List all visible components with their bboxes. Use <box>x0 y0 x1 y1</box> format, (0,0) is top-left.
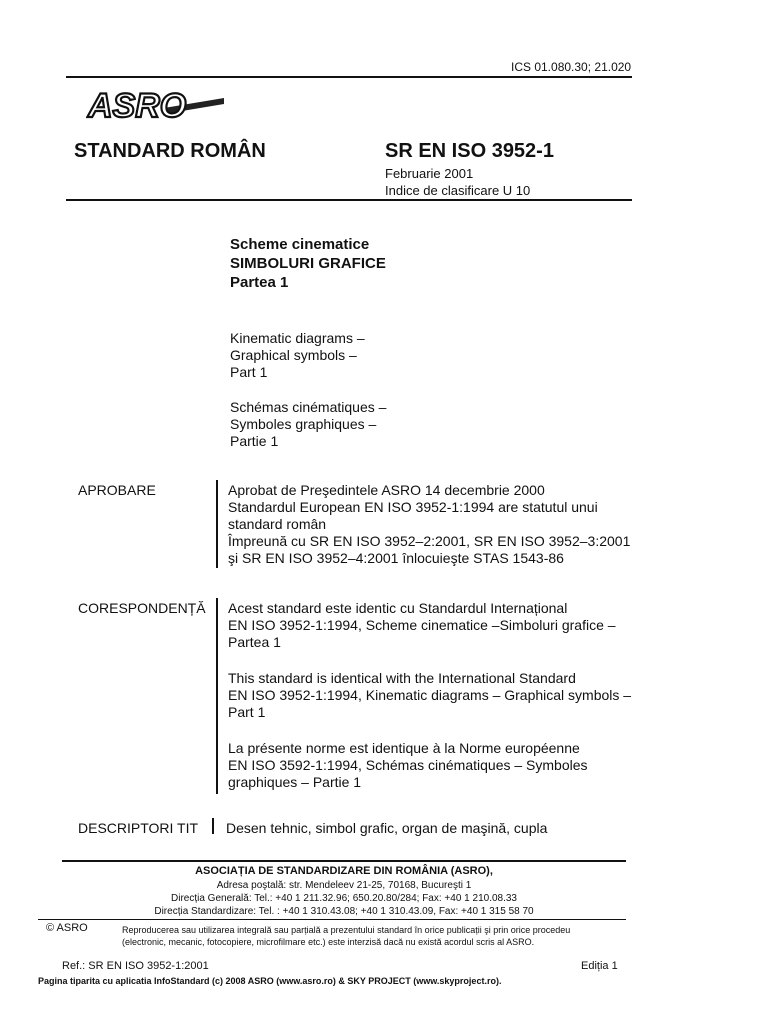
aprobare-bar <box>216 480 218 568</box>
logo-text: ASRO <box>88 87 187 124</box>
corespondenta-line: Part 1 <box>228 704 266 720</box>
title-en-3: Part 1 <box>230 364 268 380</box>
corespondenta-line: EN ISO 3952-1:1994, Kinematic diagrams – Graphical symbols – <box>228 687 632 703</box>
edition: Ediția 1 <box>581 960 618 972</box>
asro-logo <box>86 84 226 124</box>
title-ro-2: SIMBOLURI GRAFICE <box>230 255 386 272</box>
descriptori-text: Desen tehnic, simbol grafic, organ de maşină, cupla <box>226 820 548 836</box>
corespondenta-line: This standard is identical with the International Standard <box>228 670 576 686</box>
corespondenta-en <box>228 670 638 721</box>
reference: Ref.: SR EN ISO 3952-1:2001 <box>62 960 209 972</box>
corespondenta-bar <box>216 598 218 794</box>
title-fr-2: Symboles graphiques – <box>230 416 377 432</box>
reproduction-notice-2: (electronic, mecanic, fotocopiere, microfilmare etc.) este interzisă dacă nu există acordul scris al ASRO. <box>122 937 535 947</box>
corespondenta-line: Acest standard este identic cu Standardul Internațional <box>228 600 568 616</box>
aprobare-text <box>228 482 638 567</box>
descriptori-label: DESCRIPTORI TIT <box>78 820 199 836</box>
classification-index: Indice de clasificare U 10 <box>385 183 531 198</box>
standard-label: STANDARD ROMÂN <box>74 140 266 162</box>
aprobare-label: APROBARE <box>78 482 156 498</box>
aprobare-line: Standardul European EN ISO 3952-1:1994 are statutul unui <box>228 499 598 515</box>
footer-directia-generala: Direcția Generală: Tel.: +40 1 211.32.96; 650.20.80/284; Fax: +40 1 210.08.33 <box>171 893 517 904</box>
corespondenta-fr <box>228 740 638 791</box>
title-en-1: Kinematic diagrams – <box>230 330 365 346</box>
footer-directia-standardizare: Direcția Standardizare: Tel. : +40 1 310.43.08; +40 1 310.43.09, Fax: +40 1 315 58 70 <box>154 906 534 917</box>
title-ro-3: Partea 1 <box>230 274 289 291</box>
corespondenta-line: graphiques – Partie 1 <box>228 774 362 790</box>
corespondenta-label: CORESPONDENȚĂ <box>78 600 206 616</box>
footer-address: Adresa poştală: str. Mendeleev 21-25, 70168, Bucureşti 1 <box>216 880 472 891</box>
corespondenta-line: Partea 1 <box>228 634 281 650</box>
corespondenta-line: EN ISO 3592-1:1994, Schémas cinématiques – Symboles <box>228 757 588 773</box>
reproduction-notice-1: Reproducerea sau utilizarea integrală sau parțială a prezentului standard în orice publicații şi prin orice procedeu <box>122 925 571 935</box>
corespondenta-line: EN ISO 3952-1:1994, Scheme cinematice –Simboluri grafice – <box>228 617 616 633</box>
publication-date: Februarie 2001 <box>385 166 474 181</box>
top-rule <box>66 76 632 78</box>
aprobare-line: Împreună cu SR EN ISO 3952–2:2001, SR EN ISO 3952–3:2001 <box>228 533 631 549</box>
footer-rule-2 <box>38 919 626 920</box>
footer-rule <box>62 860 626 862</box>
corespondenta-ro <box>228 600 638 651</box>
descriptori-bar <box>212 818 214 834</box>
title-fr-1: Schémas cinématiques – <box>230 399 387 415</box>
footer-org: ASOCIAȚIA DE STANDARDIZARE DIN ROMÂNIA (ASRO), <box>195 865 493 877</box>
ics-code: ICS 01.080.30; 21.020 <box>511 60 632 74</box>
standard-code: SR EN ISO 3952-1 <box>385 140 554 162</box>
copyright: © ASRO <box>46 922 88 934</box>
header-rule <box>66 199 632 201</box>
aprobare-line: standard român <box>228 516 327 532</box>
title-fr-3: Partie 1 <box>230 433 279 449</box>
aprobare-line: Aprobat de Preşedintele ASRO 14 decembrie 2000 <box>228 482 545 498</box>
title-ro-1: Scheme cinematice <box>230 236 370 253</box>
print-notice: Pagina tiparita cu aplicatia InfoStandard (c) 2008 ASRO (www.asro.ro) & SKY PROJECT (www.skyproject.ro). <box>38 976 502 986</box>
corespondenta-line: La présente norme est identique à la Norme européenne <box>228 740 580 756</box>
title-en-2: Graphical symbols – <box>230 347 357 363</box>
aprobare-line: şi SR EN ISO 3952–4:2001 înlocuieşte STAS 1543-86 <box>228 550 564 566</box>
